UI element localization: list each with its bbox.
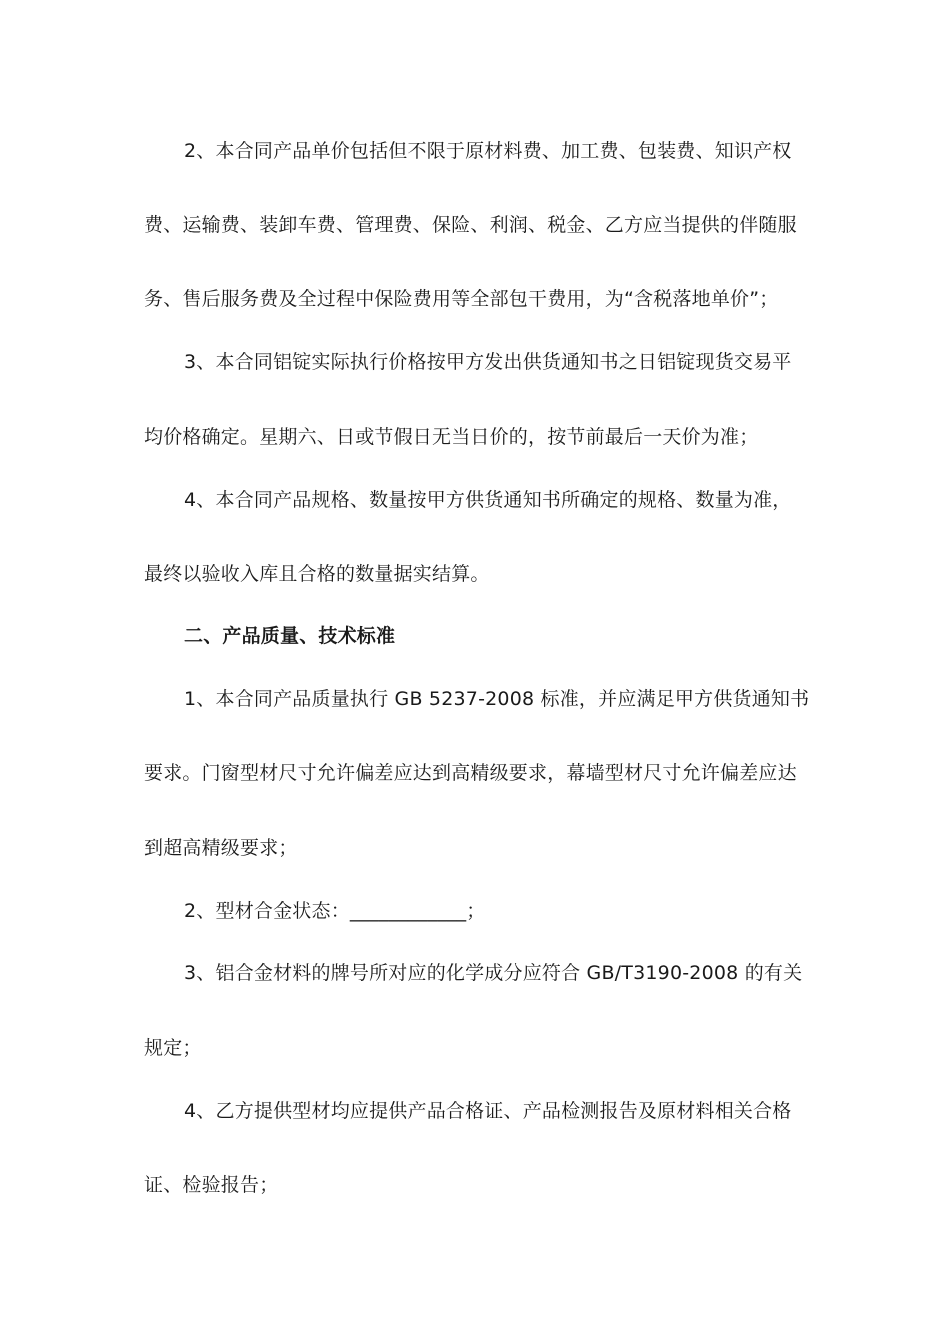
clause-2-price-line-1: 2、本合同产品单价包括但不限于原材料费、加工费、包装费、知识产权 — [184, 140, 792, 162]
quality-clause-3-line-1: 3、铝合金材料的牌号所对应的化学成分应符合 GB/T3190-2008 的有关 — [184, 962, 803, 984]
quality-clause-3-line-2: 规定； — [144, 1037, 202, 1059]
clause-2-price-line-3: 务、售后服务费及全过程中保险费用等全部包干费用，为“含税落地单价”； — [144, 288, 779, 310]
quality-clause-1-line-2: 要求。门窗型材尺寸允许偏差应达到高精级要求，幕墙型材尺寸允许偏差应达 — [144, 762, 797, 784]
quality-clause-2-alloy-state: 2、型材合金状态：____________； — [184, 900, 486, 922]
quality-clause-1-line-3: 到超高精级要求； — [144, 837, 298, 859]
clause-3-aluminum-price-line-2: 均价格确定。星期六、日或节假日无当日价的，按节前最后一天价为准； — [144, 426, 759, 448]
clause-4-spec-quantity-line-1: 4、本合同产品规格、数量按甲方供货通知书所确定的规格、数量为准， — [184, 489, 792, 511]
quality-clause-4-line-2: 证、检验报告； — [144, 1174, 279, 1196]
clause-2-price-line-2: 费、运输费、装卸车费、管理费、保险、利润、税金、乙方应当提供的伴随服 — [144, 214, 797, 236]
clause-3-aluminum-price-line-1: 3、本合同铝锭实际执行价格按甲方发出供货通知书之日铝锭现货交易平 — [184, 351, 792, 373]
clause-4-spec-quantity-line-2: 最终以验收入库且合格的数量据实结算。 — [144, 563, 490, 585]
section-heading-quality-standards: 二、产品质量、技术标准 — [184, 625, 396, 647]
quality-clause-1-line-1: 1、本合同产品质量执行 GB 5237-2008 标准，并应满足甲方供货通知书 — [184, 688, 810, 710]
quality-clause-4-line-1: 4、乙方提供型材均应提供产品合格证、产品检测报告及原材料相关合格 — [184, 1100, 792, 1122]
